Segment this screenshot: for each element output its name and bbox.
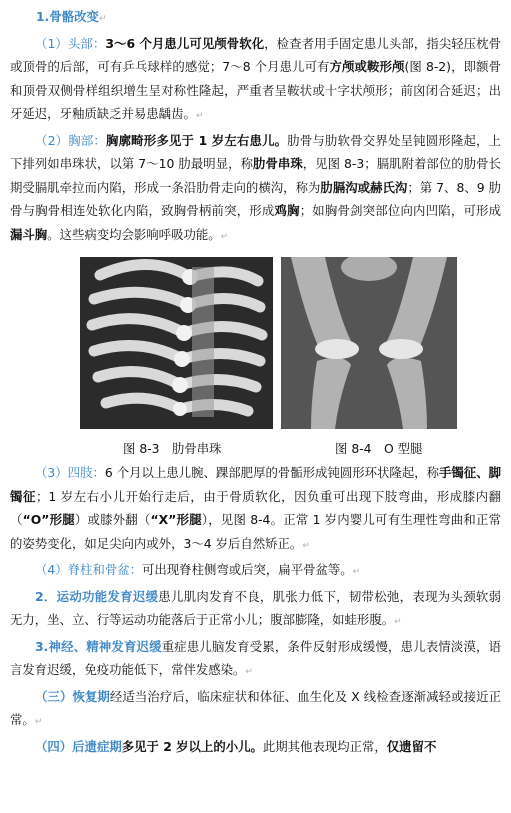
limbs-emphasis-2: “O”形腿: [22, 512, 75, 527]
figure-captions: [10, 437, 501, 461]
paragraph-chest: [10, 129, 501, 250]
paragraph-mark-icon: ↵: [352, 567, 361, 577]
paragraph-recovery: [10, 685, 501, 735]
head-label: （1）头部：: [35, 35, 106, 51]
spine-label: （4）脊柱和骨盆：: [35, 562, 143, 577]
paragraph-mark-icon: ↵: [220, 231, 229, 242]
neuro-label: 3.神经、精神发育迟缓: [35, 638, 162, 654]
motor-text: 患儿肌肉发育不良，肌张力低下，韧带松弛，表现为头颈软弱无力，坐、立、行等运动功能落后于正常小儿；腹部膨隆，如蛙形腹。: [10, 588, 501, 627]
sequelae-text: 此期其他表现均正常，: [262, 738, 387, 754]
recovery-text: 经适当治疗后，临床症状和体征、血生化及 X 线检查逐渐减轻或接近正常。: [10, 688, 501, 727]
chest-emphasis-4: 鸡胸: [274, 203, 300, 218]
figures-row: [10, 257, 501, 437]
limbs-emphasis-1: 手镯征、脚镯征: [10, 465, 501, 504]
section-heading-bone-changes: [10, 5, 501, 32]
paragraph-head: [10, 32, 501, 129]
limbs-label: （3）四肢：: [35, 465, 105, 480]
head-emphasis-1: 3～6 个月患儿可见颅骨软化: [105, 35, 265, 51]
chest-label: （2）胸部：: [35, 132, 107, 148]
chest-text-2: ，见图 8-3；膈肌附着部位的肋骨长期受膈肌牵拉而内陷，形成一条沿肋骨走向的横沟，称为: [10, 156, 501, 195]
sequelae-label: （四）后遗症期: [35, 738, 122, 754]
paragraph-mark-icon: ↵: [302, 540, 310, 551]
paragraph-mark-icon: ↵: [34, 717, 43, 727]
spine-text: 可出现脊柱侧弯或后突，扁平骨盆等。: [142, 562, 353, 577]
figure-caption-rib-beading: 图 8-3 肋骨串珠: [123, 441, 222, 456]
limbs-text-2: ；1 岁左右小儿开始行走后，由于骨质软化，因负重可出现下肢弯曲，形成膝内翻（: [10, 488, 501, 527]
head-emphasis-2: 方颅或鞍形颅: [329, 59, 405, 74]
chest-text-5: 。这些病变均会影响呼吸功能。: [47, 226, 221, 242]
limbs-text-4: ），见图 8-4。正常 1 岁内婴儿可有生理性弯曲和正常的姿势变化，如足尖向内或外，3～4 岁后自然矫正。: [10, 512, 501, 551]
chest-emphasis-5: 漏斗胸: [10, 226, 48, 242]
chest-text-4: ；如胸骨剑突部位向内凹陷，可形成: [299, 203, 502, 218]
head-text-2: (图 8-2)，即额骨和顶骨双侧骨样组织增生呈对称性隆起，严重者呈鞍状或十字状颅形；前囟闭合延迟；出牙延迟，牙釉质缺乏并易患龋齿。: [10, 59, 501, 121]
paragraph-mark-icon: ↵: [394, 617, 402, 627]
limbs-text-1: 6 个月以上患儿腕、踝部肥厚的骨骺形成钝圆形环状隆起，称: [104, 465, 440, 480]
paragraph-limbs: [10, 461, 501, 558]
o-leg-xray-image: [281, 257, 457, 429]
sequelae-emphasis-1: 多见于 2 岁以上的小儿。: [121, 738, 263, 754]
recovery-label: （三）恢复期: [35, 688, 110, 704]
paragraph-motor: [10, 585, 501, 635]
head-text-1: ，检查者用手固定患儿头部，指尖轻压枕骨或顶骨的后部，可有乒乓球样的感觉；7～8 个月患儿可有: [10, 35, 502, 74]
paragraph-mark-icon: ↵: [245, 667, 253, 677]
chest-emphasis-2: 肋骨串珠: [253, 156, 303, 171]
paragraph-neuro: [10, 635, 501, 685]
sequelae-emphasis-2: 仅遗留不: [386, 738, 437, 754]
limbs-text-3: ）或膝外翻（: [74, 512, 151, 527]
chest-emphasis-3: 肋膈沟或赫氏沟: [320, 179, 408, 195]
rib-beading-xray-image: [80, 257, 273, 429]
paragraph-mark-icon: ↵: [98, 14, 107, 24]
chest-text-3: ；第 7、8、9 肋骨与胸骨相连处软化内陷，致胸骨柄前突，形成: [10, 179, 502, 218]
limbs-emphasis-3: “X”形腿: [150, 512, 202, 527]
chest-emphasis-1: 胸廓畸形多见于 1 岁左右患儿。: [106, 132, 288, 148]
figure-caption-o-leg: 图 8-4 O 型腿: [335, 441, 423, 456]
paragraph-mark-icon: ↵: [195, 111, 204, 121]
section-title: 1.骨骼改变: [36, 9, 99, 24]
paragraph-sequelae: [10, 735, 501, 759]
chest-text-1: 肋骨与肋软骨交界处呈钝圆形隆起，上下排列如串珠状，以第 7～10 肋最明显，称: [10, 132, 502, 171]
neuro-text: 重症患儿脑发育受累，条件反射形成缓慢，患儿表情淡漠，语言发育迟缓，免疫功能低下，常伴发感染。: [10, 638, 501, 677]
motor-label: 2．运动功能发育迟缓: [35, 588, 159, 604]
paragraph-spine: [10, 558, 501, 585]
